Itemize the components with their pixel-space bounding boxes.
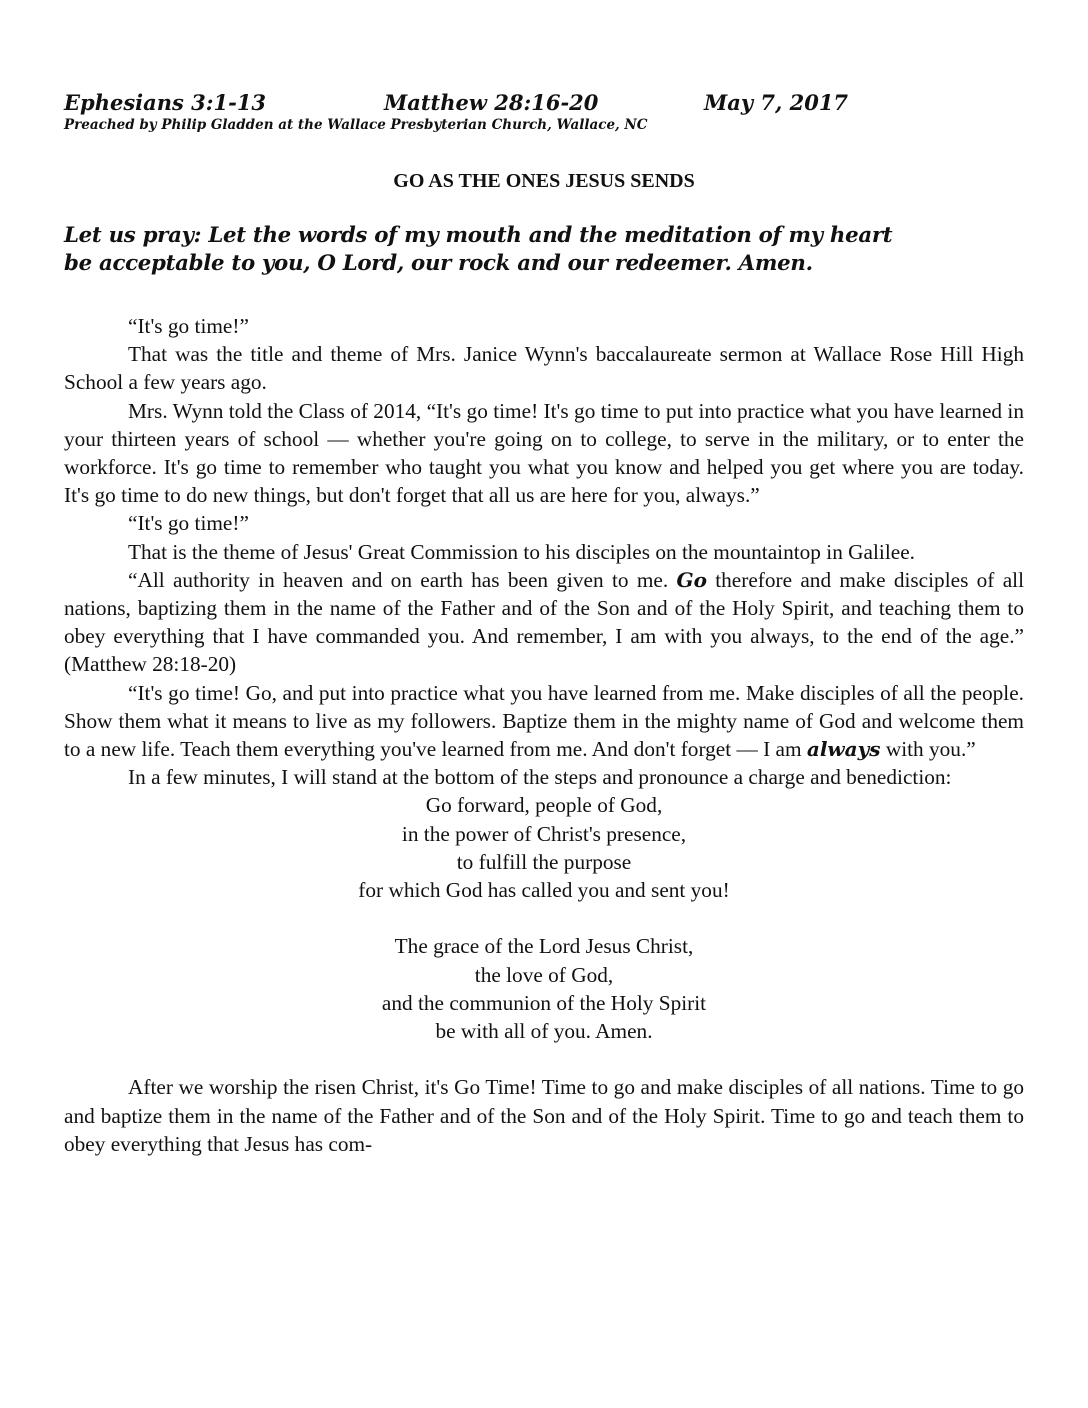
charge-verse — [64, 791, 1024, 904]
spacer — [64, 1045, 1024, 1073]
text-span: “It's go time! Go, and put into practice what you have learned from me. Make disciples of all the people. Show them what it means to live as my followers. Baptize them in the mighty name of God and welcome them to a new life. Teach them everything you've learned from me. And don't forget — I am — [64, 680, 1024, 762]
paragraph: That is the theme of Jesus' Great Commission to his disciples on the mountaintop in Galilee. — [128, 539, 915, 564]
verse-line: in the power of Christ's presence, — [401, 821, 687, 846]
sermon-date: May 7, 2017 — [704, 90, 849, 115]
paragraph: In a few minutes, I will stand at the bottom of the steps and pronounce a charge and benediction: — [128, 765, 952, 790]
text-span: therefore and make disciples of all nations, baptizing them in the name of the Father and of the Son and of the Holy Spirit, and teaching them to obey everything that I have commanded you. And remember, I am with you always, to the end of the age.” (Matthew 28:18-20) — [64, 567, 1024, 677]
verse-line: be with all of you. Amen. — [435, 1019, 653, 1044]
paragraph: That was the title and theme of Mrs. Janice Wynn's baccalaureate sermon at Wallace Rose Hill High School a few years ago. — [64, 342, 1024, 395]
paragraph: “It's go time!” — [128, 314, 249, 338]
reference-matthew: Matthew 28:16-20 — [384, 90, 599, 115]
sermon-title: GO AS THE ONES JESUS SENDS — [393, 170, 695, 192]
emphasis-go: Go — [676, 567, 707, 592]
opening-prayer — [64, 222, 1024, 278]
verse-line: and the communion of the Holy Spirit — [381, 990, 707, 1015]
sermon-body — [64, 312, 1024, 1158]
text-span: “All authority in heaven and on earth has been given to me. — [128, 567, 677, 592]
emphasis-always: always — [806, 737, 881, 762]
prayer-line-2: be acceptable to you, O Lord, our rock and our redeemer. Amen. — [64, 251, 813, 276]
verse-line: to fulfill the purpose — [456, 849, 632, 874]
text-span: with you.” — [880, 737, 976, 762]
paragraph-great-commission — [64, 566, 1024, 679]
benediction-verse — [64, 932, 1024, 1045]
preached-by-line: Preached by Philip Gladden at the Wallace Presbyterian Church, Wallace, NC — [64, 117, 648, 133]
paragraph: “It's go time!” — [128, 511, 249, 536]
paragraph — [64, 679, 1024, 764]
verse-line: for which God has called you and sent you! — [358, 878, 730, 903]
reference-ephesians: Ephesians 3:1-13 — [64, 90, 267, 115]
verse-line: The grace of the Lord Jesus Christ, — [394, 934, 694, 959]
verse-line: the love of God, — [474, 962, 614, 987]
paragraph: Mrs. Wynn told the Class of 2014, “It's go time! It's go time to put into practice what you have learned in your thirteen years of school — whether you're going on to college, to serve in the military, or to enter the workforce. It's go time to remember who taught you what you know and helped you get where you are today. It's go time to do new things, but don't forget that all us are here for you, always.” — [64, 398, 1024, 508]
prayer-line-1: Let us pray: Let the words of my mouth and the meditation of my heart — [64, 223, 893, 248]
paragraph-closing: After we worship the risen Christ, it's Go Time! Time to go and make disciples of all nations. Time to go and baptize them in the name of the Father and of the Son and of the Holy Spirit. Time to go and teach them to obey everything that Jesus has com- — [64, 1075, 1024, 1156]
spacer — [64, 904, 1024, 932]
verse-line: Go forward, people of God, — [425, 793, 663, 818]
